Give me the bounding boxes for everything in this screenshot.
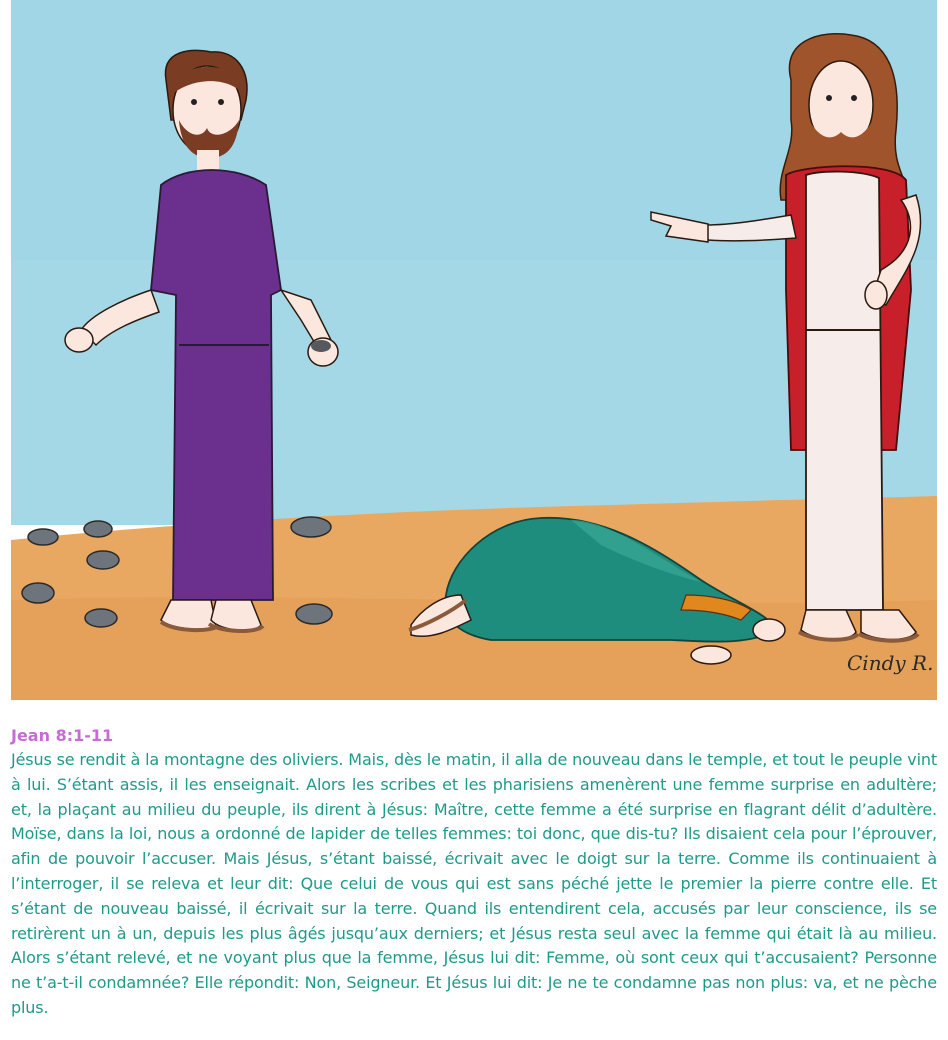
stone xyxy=(296,604,332,624)
stone xyxy=(85,609,117,627)
scripture-passage: Jésus se rendit à la montagne des oliviers. Mais, dès le matin, il alla de nouveau dans le temple, et tout le peuple vint à lui. S’étant assis, il les enseignait. Alors les scribes et les pharisiens amenèrent une femme surprise en adultère; et, la plaçant au milieu du peuple, ils dirent à Jésus: Maître, cette femme a été surprise en flagrant délit d’adultère. Moïse, dans la loi, nous a ordonné de lapider de telles femmes: toi donc, que dis-tu? Ils disaient cela pour l’éprouver, afin de pouvoir l’accuser. Mais Jésus, s’étant baissé, écrivait avec le doigt sur la terre. Comme ils continuaient à l’interroger, il se releva et leur dit: Que celui de vous qui est sans péché jette le premier la pierre contre elle. Et s’étant de nouveau baissé, il écrivait sur la terre. Quand ils entendirent cela, accusés par leur conscience, ils se retirèrent un à un, depuis les plus âgés jusqu’aux derniers; et Jésus resta seul avec la femme qui était là au milieu. Alors s’étant relevé, et ne voyant plus que la femme, Jésus lui dit: Femme, où sont ceux qui t’accusaient? Personne ne t’a-t-il condamnée? Elle répondit: Non, Seigneur. Et Jésus lui dit: Je ne te condamne pas non plus: va, et ne pèche plus. xyxy=(11,750,937,1017)
stone xyxy=(84,521,112,537)
illustration xyxy=(11,0,937,700)
stone xyxy=(28,529,58,545)
stone xyxy=(291,517,331,537)
stone xyxy=(22,583,54,603)
stone xyxy=(87,551,119,569)
scripture-reference: Jean 8:1-11 xyxy=(11,726,114,745)
artist-signature: Cindy R. xyxy=(847,651,934,675)
